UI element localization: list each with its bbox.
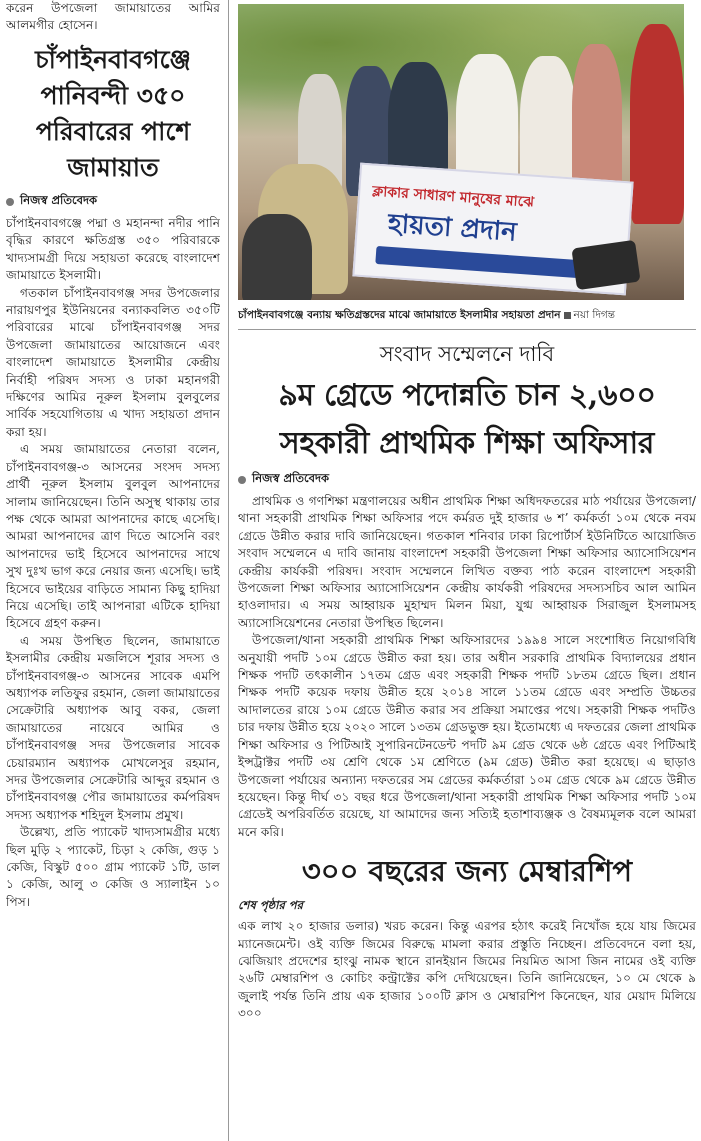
article-kicker: সংবাদ সম্মেলনে দাবি [379, 342, 555, 366]
left-paragraph-2: গতকাল চাঁপাইনবাবগঞ্জ সদর উপজেলার নারায়ণপুর ইউনিয়নের বন্যাকবলিত ৩৫০টি পরিবারের মাঝে চাঁপাইনবাবগঞ্জ সদর উপজেলা জামায়াতের আয়োজনে এবং বাংলাদেশ জামায়াতে ইসলামীর কেন্দ্রীয় নির্বাহী পরিষদ সদস্য ও ঢাকা মহানগরী দক্ষিণের আমির নূরুল ইসলাম বুলবুলের সার্বিক সহযোগিতায় এ খাদ্য সহায়তা প্রদান করা হয়। [6, 285, 220, 439]
caption-separator-icon [564, 312, 571, 319]
continued-label: শেষ পৃষ্ঠার পর [238, 898, 303, 913]
article-paragraph-2: উপজেলা/থানা সহকারী প্রাথমিক শিক্ষা অফিসারদের ১৯৯৪ সালে সংশোধিত নিয়োগবিধি অনুযায়ী পদটি ১০ম গ্রেডে উন্নীত করা হয়। তার অধীন সরকারি প্রাথমিক বিদ্যালয়ের প্রধান শিক্ষক পদটি তৎকালীন ১৭তম গ্রেড এবং সহকারী শিক্ষক পদটি ১৮তম গ্রেডে ছিল। প্রধান শিক্ষক পদটি কয়েক দফায় উন্নীত হয়ে ২০১৪ সালে ১১তম গ্রেডে এবং সম্প্রতি উচ্চতর আদালতের রায়ে ১০ম গ্রেডে উন্নীত করার সব প্রক্রিয়া সমাপ্তের পথে। সহকারী শিক্ষক পদটিও চার দফায় উন্নীত হয়ে ২০২০ সালে ১৩তম গ্রেডভুক্ত হয়। ইতোমধ্যে এ দফতরের জেলা প্রাথমিক শিক্ষা অফিসার ও পিটিআই সুপারিনটেনডেন্ট পদটি ৯ম গ্রেড থেকে ৬ষ্ঠ গ্রেডে এবং পিটিআই ইন্সট্রাক্টর পদটি ৩য় শ্রেণি থেকে ১ম শ্রেণিতে (৯ম গ্রেড) উন্নীত করা হয়েছে। এ ছাড়াও উপজেলা পর্যায়ের অন্যান্য দফতরের সম গ্রেডের কর্মকর্তারা ১০ম গ্রেড থেকে ৯ম গ্রেডে উন্নীত হয়েছেন। কিন্তু দীর্ঘ ৩১ বছর ধরে উপজেলা/থানা সহকারী প্রাথমিক শিক্ষা অফিসার পদটি ১০ম গ্রেডেই অপরিবর্তিত রয়েছে, যা আমাদের জন্য সত্যিই হতাশাব্যঞ্জক ও বৈষম্যমূলক বলে আমরা মনে করি। [238, 633, 696, 839]
article-byline [238, 470, 696, 489]
left-byline [6, 192, 220, 211]
previous-article-tail: করেন উপজেলা জামায়াতের আমির আলমগীর হোসেন। [6, 1, 220, 32]
phone-in-hand [571, 240, 640, 290]
photo-caption [238, 308, 696, 325]
section-rule [238, 329, 696, 330]
bullet-icon [6, 198, 14, 206]
bullet-icon [238, 476, 246, 484]
left-paragraph-4: এ সময় উপস্থিত ছিলেন, জামায়াতে ইসলামীর কেন্দ্রীয় মজলিসে শূরার সদস্য ও চাঁপাইনবাবগঞ্জ-৩ আসনের সাবেক এমপি অধ্যাপক লতিফুর রহমান, জেলা জামায়াতের সেক্রেটারি অধ্যাপক আবু বকর, জেলা জামায়াতের নায়েবে আমির ও চাঁপাইনবাবগঞ্জ সদর উপজেলার সাবেক চেয়ারম্যান অধ্যাপক মোখলেসুর রহমান, সদর উপজেলার সেক্রেটারি আব্দুর রহমান ও চাঁপাইনবাবগঞ্জ পৌর জামায়াতের কর্মপরিষদ সদস্য অধ্যাপক শহিদুল ইসলাম প্রমুখ। [6, 633, 220, 822]
article-headline-line-1: ৯ম গ্রেডে পদোন্নতি চান ২,৬০০ [278, 378, 656, 413]
banner-line-1: ক্লাকার সাধারণ মানুষের মাঝে [371, 183, 535, 211]
left-headline: চাঁপাইনবাবগঞ্জে পানিবন্দী ৩৫০ পরিবারের পাশে জামায়াত [35, 45, 191, 182]
left-paragraph-3: এ সময় জামায়াতের নেতারা বলেন, চাঁপাইনবাবগঞ্জ-৩ আসনের সংসদ সদস্য প্রার্থী নূরুল ইসলাম বুলবুল আপনাদের সালাম জানিয়েছেন। তিনি অসুস্থ থাকায় তার পক্ষ থেকে আমরা আপনাদের কাছে এসেছি। আমরা আপনাদের ত্রাণ দিতে আসেনি বরং আপনাদের ভাই হিসেবে আপনাদের সাথে সুখ দুঃখ ভাগ করে নেয়ার জন্য এসেছি। ভাই হিসেবে ভাইয়ের বাড়িতে সামান্য কিছু হাদিয়া নিয়ে এসেছি। তাই আপনারা এটিকে হাদিয়া হিসেবে গ্রহণ করুন। [6, 442, 220, 631]
second-article-headline: ৩০০ বছরের জন্য মেম্বারশিপ [301, 854, 633, 889]
byline-text: নিজস্ব প্রতিবেদক [252, 471, 330, 485]
photo-credit: নয়া দিগন্ত [573, 309, 616, 321]
right-column [238, 0, 696, 1141]
second-article-text: এক লাখ ২০ হাজার ডলার) খরচ করেন। কিন্তু এরপর হঠাৎ করেই নিখোঁজ হয়ে যায় জিমের ম্যানেজমেন্ট। ওই ব্যক্তি জিমের বিরুদ্ধে মামলা করার প্রস্তুতি নিচ্ছেন। প্রতিবেদনে বলা হয়, ঝেজিয়াং প্রদেশের হাংঝু নামক স্থানে রানইয়ান জিমের নিয়মিত আসা জিন নামের ওই ব্যক্তি ২৬টি মেম্বারশিপ ও কোচিং কন্ট্রাক্টের কপি দেখিয়েছেন। তিনি জানিয়েছেন, ১০ মে থেকে ৯ জুলাই পর্যন্ত তিনি প্রায় এক হাজার ১০০টি ক্লাস ও মেম্বারশিপ কিনেছেন, যার মেয়াদ মিলিয়ে ৩০০ [238, 919, 696, 1021]
article-headline-line-2: সহকারী প্রাথমিক শিক্ষা অফিসার [279, 426, 655, 461]
left-column [6, 0, 220, 1141]
left-paragraph-5: উল্লেখ্য, প্রতি প্যাকেট খাদ্যসামগ্রীর মধ্যে ছিল মুড়ি ২ প্যাকেট, চিড়া ২ কেজি, গুড় ১ কেজি, বিস্কুট ৫০০ গ্রাম প্যাকেট ১টি, ডাল ১ কেজি, আলু ৩ কেজি ও স্যালাইন ১০ পিস। [6, 825, 220, 909]
byline-text: নিজস্ব প্রতিবেদক [20, 193, 98, 207]
column-divider [228, 0, 229, 1141]
left-paragraph-1: চাঁপাইনবাবগঞ্জে পদ্মা ও মহানন্দা নদীর পানি বৃদ্ধির কারণে ক্ষতিগ্রস্ত ৩৫০ পরিবারকে খাদ্যসামগ্রী দিয়ে সহায়তা করেছে বাংলাদেশ জামায়াতে ইসলামী। [6, 216, 220, 283]
article-paragraph-1: প্রাথমিক ও গণশিক্ষা মন্ত্রণালয়ের অধীন প্রাথমিক শিক্ষা অধিদফতরের মাঠ পর্যায়ের উপজেলা/থানা সহকারী প্রাথমিক শিক্ষা অফিসার পদে কর্মরত দুই হাজার ৬ শ’ কর্মকর্তা ১০ম থেকে নবম গ্রেডে উন্নীত করার দাবি জানিয়েছেন। গতকাল শনিবার ঢাকা রিপোর্টার্স ইউনিটিতে আয়োজিত সংবাদ সম্মেলনে এ দাবি জানায় বাংলাদেশ সহকারী উপজেলা শিক্ষা অফিসার অ্যাসোসিয়েশন কেন্দ্রীয় কার্যকরী পরিষদ। সংবাদ সম্মেলনে লিখিত বক্তব্য পাঠ করেন বাংলাদেশ সহকারী উপজেলা শিক্ষা অফিসার অ্যাসোসিয়েশন কেন্দ্রীয় কার্যকরী পরিষদের সদস্যসচিব আল আমিন হাওলাদার। এ সময় আহ্বায়ক মুহাম্মদ মিলন মিয়া, যুগ্ম আহ্বায়ক সিরাজুল ইসলামসহ অ্যাসোসিয়েশনের নেতারা উপস্থিত ছিলেন। [238, 494, 696, 630]
photo-person [242, 214, 312, 300]
news-photo [238, 4, 684, 300]
banner-line-2: হায়তা প্রদান [387, 208, 518, 248]
photo-person [630, 24, 684, 224]
caption-text: চাঁপাইনবাবগঞ্জে বন্যায় ক্ষতিগ্রস্তদের মাঝে জামায়াতে ইসলামীর সহায়তা প্রদান [238, 309, 561, 321]
